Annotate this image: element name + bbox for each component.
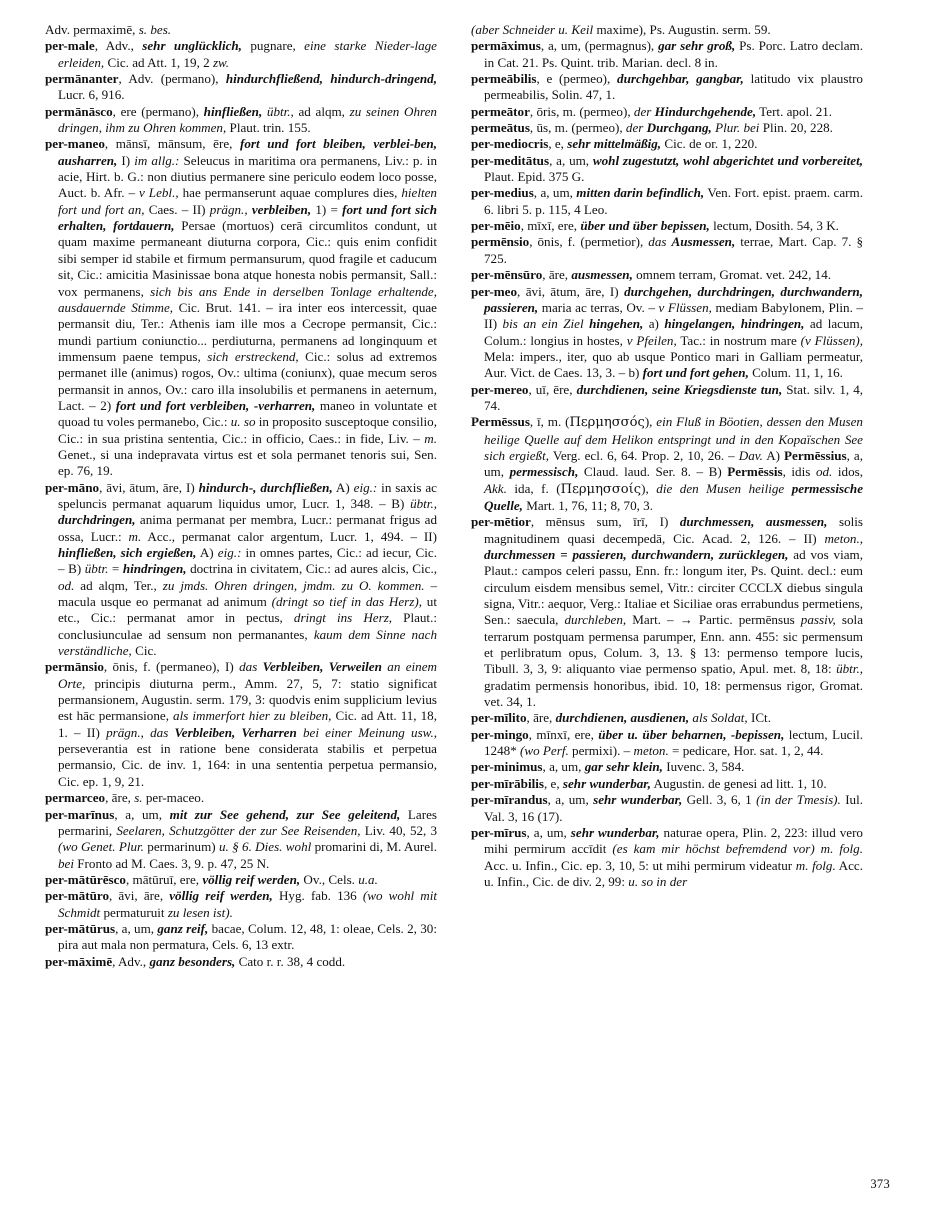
dictionary-entry: per-mīrābilis, e, sehr wunderbar, Augustin. de genesi ad litt. 1, 10. — [471, 775, 827, 791]
dictionary-entry: permeātor, ōris, m. (permeo), der Hindurchgehende, Tert. apol. 21. — [471, 103, 833, 119]
dictionary-entry: Permēssus, ī, m. (Περμησσός), ein Fluß in Böotien, dessen den Musen heilige Quelle auf dem Helikon entspringt und in den Kopaïschen See sich ergießt, Verg. ecl. 6, 64. Prop. 2, 10, 26. – Dav. A) Permēssius, a, um, permessisch, Claud. laud. Ser. 8. – B) Permēssis, idis od. idos, Akk. ida, f. (Περμησσοίς), die den Musen heilige permessische Quelle, Mart. 1, 76, 11; 8, 70, 3. — [471, 414, 864, 513]
page-number: 373 — [870, 1177, 890, 1191]
dictionary-entry: per-mātūro, āvi, āre, völlig reif werden, Hyg. fab. 136 (wo wohl mit Schmidt permaturuit zu lesen ist). — [45, 888, 438, 920]
dictionary-entry: per-mingo, mīnxī, ere, über u. über beharnen, -bepissen, lectum, Lucil. 1248* (wo Perf. permixi). – meton. = pedicare, Hor. sat. 1, 2, 44. — [471, 726, 863, 759]
dictionary-entry: per-mīrandus, a, um, sehr wunderbar, Gell. 3, 6, 1 (in der Tmesis). Iul. Val. 3, 16 (17). — [471, 792, 864, 824]
dictionary-entry: per-māximē, Adv., ganz besonders, Cato r. r. 38, 4 codd. — [45, 953, 346, 969]
right-text-column — [471, 22, 863, 890]
left-text-column — [45, 22, 437, 970]
dictionary-entry: per-mereo, uī, ēre, durchdienen, seine Kriegsdienste tun, Stat. silv. 1, 4, 74. — [471, 381, 864, 413]
dictionary-entry: per-male, Adv., sehr unglücklich, pugnare, eine starke Nieder-lage erleiden, Cic. ad Att. 1, 19, 2 zw. — [45, 38, 437, 70]
dictionary-entry: per-mīrus, a, um, sehr wunderbar, naturae opera, Plin. 2, 223: illud vero mihi permirum accīdit (es kam mir höchst befremdend vor) m. folg. Acc. u. Infin., Cic. ep. 3, 10, 5: ut mihi permirum videatur m. folg. Acc. u. Infin., Cic. de div. 2, 99: u. so in der — [471, 824, 864, 889]
dictionary-entry: per-mēnsūro, āre, ausmessen, omnem terram, Gromat. vet. 242, 14. — [471, 267, 832, 283]
dictionary-entry: per-minimus, a, um, gar sehr klein, Iuvenc. 3, 584. — [471, 759, 745, 775]
dictionary-entry: permānanter, Adv. (permano), hindurchfließend, hindurch-dringend, Lucr. 6, 916. — [45, 71, 437, 103]
dictionary-entry: per-medius, a, um, mitten darin befindlich, Ven. Fort. epist. praem. carm. 6. libri 5. p. 115, 4 Leo. — [471, 185, 863, 217]
dictionary-entry: per-mēio, mīxī, ere, über und über bepissen, lectum, Dosith. 54, 3 K. — [471, 218, 839, 234]
dictionary-entry: permarceo, āre, s. per-maceo. — [45, 790, 205, 806]
dictionary-entry: per-marīnus, a, um, mit zur See gehend, zur See geleitend, Lares permarini, Seelaren, Schutzgötter der zur See Reisenden, Liv. 40, 52, 3 (wo Genet. Plur. permarinum) u. § 6. Dies. wohl promarini di, M. Aurel. bei Fronto ad M. Caes. 3, 9. p. 47, 25 N. — [45, 806, 438, 871]
dictionary-entry: permēnsio, ōnis, f. (permetior), das Ausmessen, terrae, Mart. Cap. 7. § 725. — [471, 234, 863, 266]
dictionary-entry: permeātus, ūs, m. (permeo), der Durchgang, Plur. bei Plin. 20, 228. — [471, 120, 833, 136]
entry-continuation: (aber Schneider u. Keil maxime), Ps. Augustin. serm. 59. — [471, 22, 771, 37]
dictionary-entry: per-meditātus, a, um, wohl zugestutzt, wohl abgerichtet und vorbereitet, Plaut. Epid. 375 G. — [471, 152, 863, 185]
dictionary-entry: permānsio, ōnis, f. (permaneo), I) das Verbleiben, Verweilen an einem Orte, principis diuturna perm., Amm. 27, 5, 7: statio significat permansionem, Augustin. serm. 179, 3: quodvis enim supplicium levius est hāc permansione, als immerfort hier zu bleiben, Cic. ad Att. 11, 18, 1. – II) prägn., das Verbleiben, Verharren bei einer Meinung usw., perseverantia est in ratione bene considerata stabilis et perpetua permansio, Cic. de inv. 1, 164: in una sententia perpetua permansio, Cic. ep. 1, 9, 21. — [45, 659, 437, 789]
page-columns — [45, 22, 890, 1162]
dictionary-entry: per-mātūrus, a, um, ganz reif, bacae, Colum. 12, 48, 1: oleae, Cels. 2, 30: pira aut mala non permatura, Cels. 6, 13 extr. — [45, 920, 437, 953]
dictionary-entry: permāximus, a, um, (permagnus), gar sehr groß, Ps. Porc. Latro declam. in Cat. 21. Ps. Quint. trib. Marian. decl. 8 in. — [471, 38, 864, 70]
dictionary-entry: per-mētior, mēnsus sum, īrī, I) durchmessen, ausmessen, solis magnitudinem quasi decempedā, Cic. Acad. 2, 126. – II) meton., durchmessen = passieren, durchwandern, zurücklegen, ad vos viam, Plaut.: campos celeri passu, Enn. fr.: longum iter, Ps. Quint. decl.: eum circulum eisdem mensibus semel, Vitr.: circiter CCCLX diebus singula signa, Vitr.: aequor, Verg.: Italiae et Siciliae oras errabundus permetiens, Sen.: saecula, durchleben, Mart. – → Partic. permēnsus passiv, sola terrarum postquam permensa parumper, Enn. ann. 455: sic permensum et perlibratum opus, Colum. 3, 13. § 13: permenso tempore lucis, Tibull. 3, 3, 9: aliquanto viae permenso spatio, Apul. met. 8, 18: übtr., gradatim permensis honoribus, ibid. 10, 18: permensus rigor, Gromat. vet. 34, 1. — [471, 514, 864, 710]
dictionary-entry: per-mediocris, e, sehr mittelmäßig, Cic. de or. 1, 220. — [471, 136, 758, 152]
entry-continuation: Adv. permaximē, s. bes. — [45, 22, 172, 37]
dictionary-entry: per-māno, āvi, ātum, āre, I) hindurch-, durchfließen, A) eig.: in saxis ac speluncis permanat aquarum liquidus umor, Lucr. 1, 348. – B) übtr., durchdringen, anima permanat per membra, Lucr.: permanat frigus ad ossa, Lucr.: m. Acc., permanat calor argentum, Lucr. 1, 494. – II) hinfließen, sich ergießen, A) eig.: in omnes partes, Cic.: ad iecur, Cic. – B) übtr. = hindringen, doctrina in civitatem, Cic.: ad aures alcis, Cic., od. ad alqm, Ter., zu jmds. Ohren dringen, jmdm. zu O. kommen. – macula usque eo permanat ad animum (dringt so tief in das Herz), ut etc., Cic.: permanat amor in pectus, dringt ins Herz, Plaut.: conclusiunculae ad sensum non permanantes, kaum dem Sinne nach verständliche, Cic. — [45, 479, 438, 659]
dictionary-entry: per-maneo, mānsī, mānsum, ēre, fort und fort bleiben, verblei-ben, ausharren, I) im allg.: Seleucus in maritima ora permanens, Liv.: p. in acie, Hirt. b. G.: non diutius permanere sine periculo eodem loco posse, Auct. b. Afr. – v Lebl., hae permanserunt aquae complures dies, hielten fort und fort an, Caes. – II) prägn., verbleiben, 1) = fort und fort sich erhalten, fortdauern, Persae (mortuos) cerā circumlitos condunt, ut quam maxime permaneant diuturna corpora, Cic.: quis enim confidit sibi semper id stabile et firmum permansurum, quod fragile et caducum sit, Cic.: amicitia Masinissae bona atque honesta nobis permansit, Sall.: vox permanens, sich bis ans Ende in derselben Tonlage erhaltende, ausdauernde Stimme, Cic. Brut. 141. – ira inter eos intercessit, quae permansit diu, Ter.: Athenis iam ille mos a Cecrope permansit, Cic.: mundi partium coniunctio... perdiuturna, permanens ad longinquum et immensum paene tempus, sich erstreckend, Cic.: solus ad extremos permanet ille (animus) rogos, Ov.: ultima (coniunx), quae mecum seros permansit in annos, Ov.: caro illa insolubilis et permanens in aeternum, Lact. – 2) fort und fort verbleiben, -verharren, maneo in voluntate et quoad tu voles permanebo, Cic.: u. so in proposito susceptoque consilio, Cic.: in sua pristina sententia, Cic.: in officio, Caes.: in fide, Liv. – m. Genet., si una indepravata virtus est et sola permanet tenoris sui, Sen. ep. 76, 19. — [45, 136, 437, 479]
dictionary-entry: per-mīlito, āre, durchdienen, ausdienen, als Soldat, ICt. — [471, 710, 771, 726]
dictionary-entry: permeābilis, e (permeo), durchgehbar, gangbar, latitudo vix plaustro permeabilis, Solin. 47, 1. — [471, 71, 863, 103]
dictionary-entry: per-meo, āvi, ātum, āre, I) durchgehen, durchdringen, durchwandern, passieren, maria ac terras, Ov. – v Flüssen, mediam Babylonem, Plin. – II) bis an ein Ziel hingehen, a) hingelangen, hindringen, ad lacum, Colum.: longius in hostes, v Pfeilen, Tac.: in nostrum mare (v Flüssen), Mela: impers., iter, quo ab usque Pontico mari in Galliam permeatur, Aur. Vict. de Caes. 13, 3. – b) fort und fort gehen, Colum. 11, 1, 16. — [471, 283, 863, 381]
dictionary-entry: permānāsco, ere (permano), hinfließen, übtr., ad alqm, zu seinen Ohren dringen, ihm zu Ohren kommen, Plaut. trin. 155. — [45, 103, 437, 136]
dictionary-entry: per-mātūrēsco, mātūruī, ere, völlig reif werden, Ov., Cels. u.a. — [45, 871, 378, 887]
